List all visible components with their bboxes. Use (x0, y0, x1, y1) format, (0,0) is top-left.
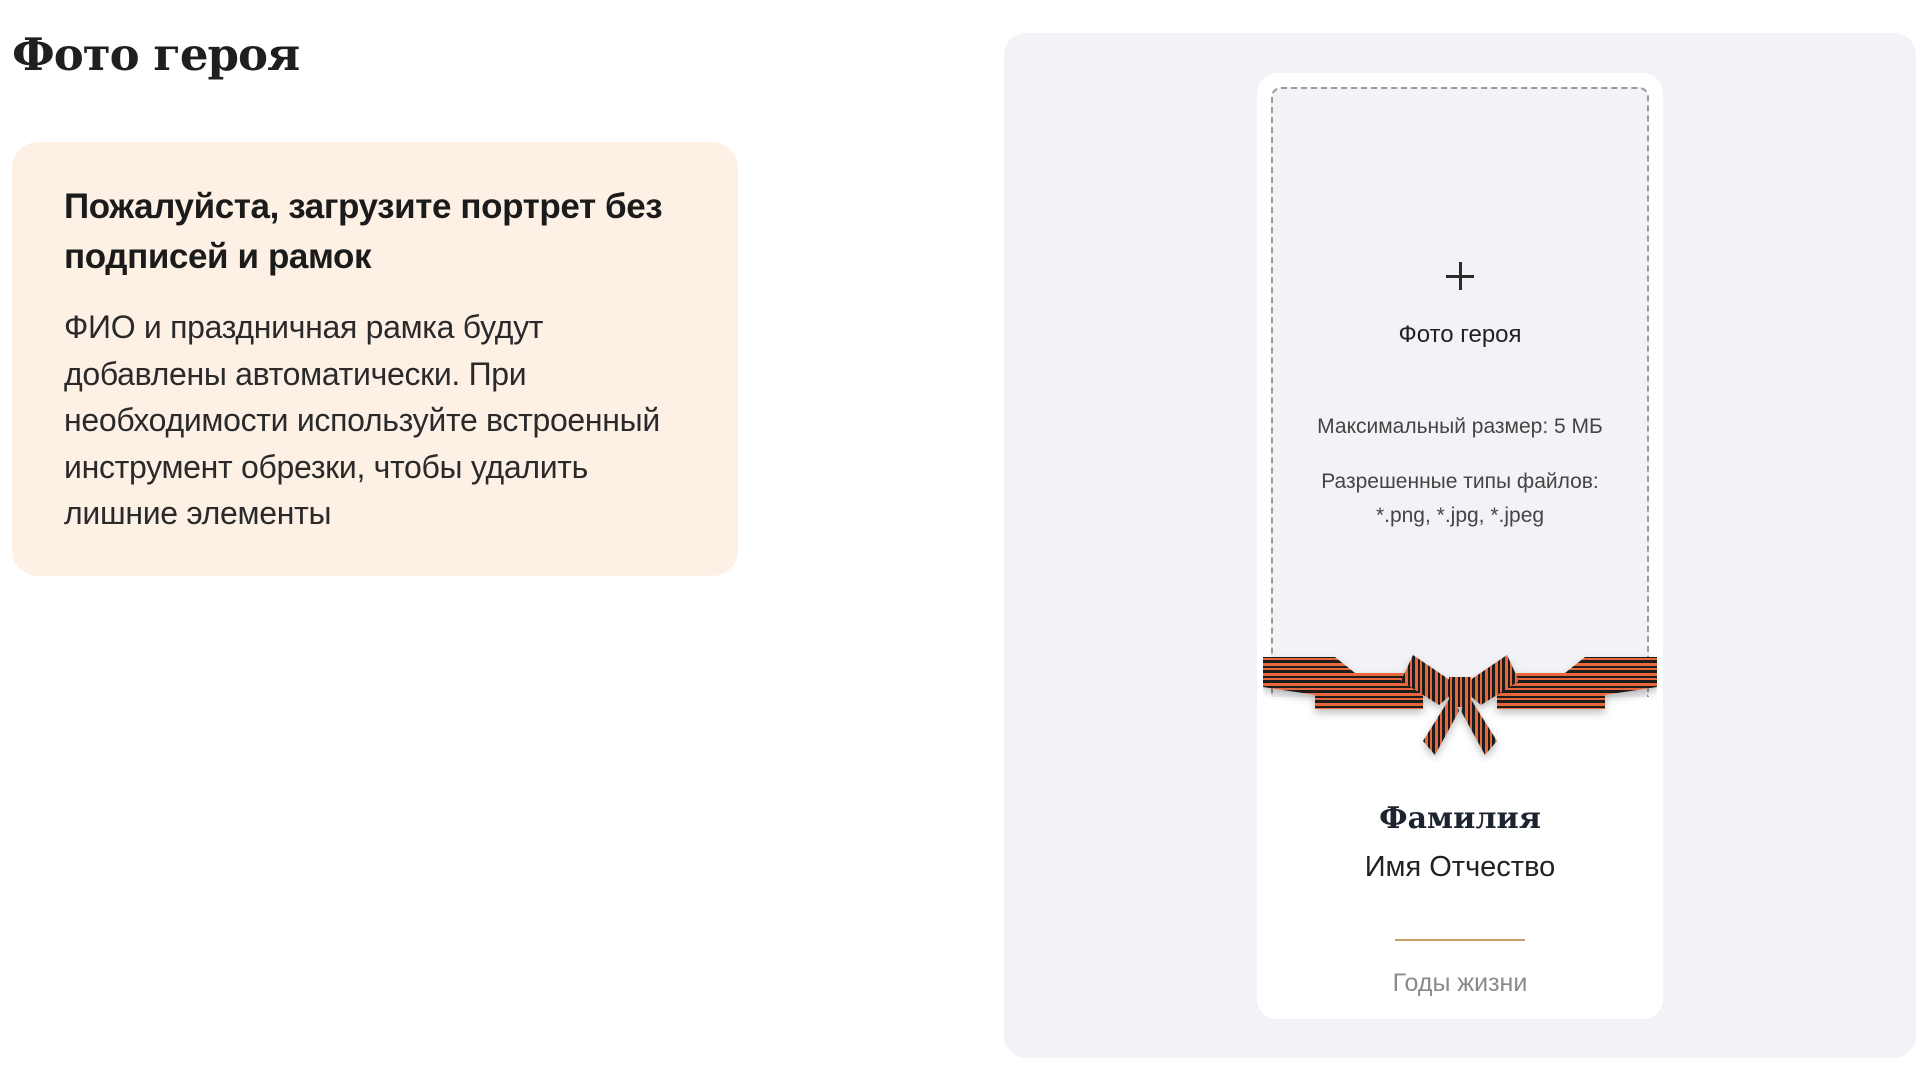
st-george-ribbon-icon (1263, 651, 1657, 761)
page-title: Фото героя (12, 28, 300, 81)
hero-card-preview (1257, 73, 1663, 1019)
photo-upload-dropzone[interactable] (1271, 87, 1649, 697)
upload-label: Фото героя (1398, 321, 1522, 348)
max-size-text: Максимальный размер: 5 МБ (1317, 415, 1603, 438)
allowed-types-list: *.png, *.jpg, *.jpeg (1375, 504, 1545, 527)
allowed-types-label: Разрешенные типы файлов: (1321, 470, 1599, 493)
life-years-placeholder: Годы жизни (1392, 969, 1528, 997)
preview-panel (1004, 33, 1916, 1058)
note-body: ФИО и праздничная рамка будут добавлены автоматически. При необходимости используйте встроенный инструмент обрезки, чтобы удалить лишние элементы (64, 309, 660, 531)
divider (1395, 939, 1525, 941)
given-names-placeholder: Имя Отчество (1364, 851, 1556, 883)
allowed-types-text (1273, 465, 1647, 533)
upload-instructions-note (12, 142, 738, 576)
surname-placeholder: Фамилия (1379, 801, 1541, 836)
plus-icon[interactable] (1446, 262, 1474, 290)
note-heading: Пожалуйста, загрузите портрет без подписей и рамок (64, 187, 663, 276)
